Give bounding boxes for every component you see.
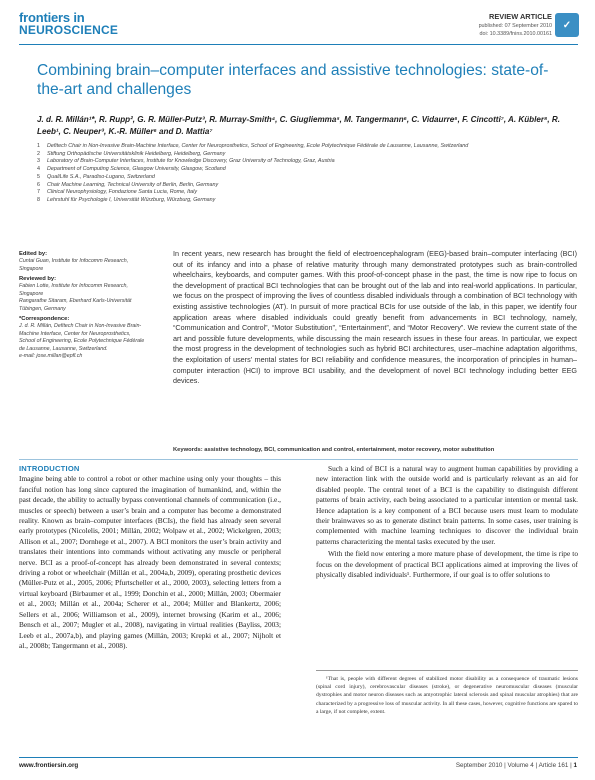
body-paragraph: With the field now entering a more mature phase of development, the time is ripe to focus on the development of practical BCI applications aimed at improving the lives of physically disabled individuals¹. Furthermore, if our goal is to offer solutions to xyxy=(316,549,578,580)
affiliation-text: Laboratory of Brain-Computer Interfaces, Institute for Knowledge Discovery, Graz University of Technology, Graz, Austria xyxy=(47,158,335,165)
body-paragraph: Such a kind of BCI is a natural way to augment human capabilities by providing a new interaction link with the outside world and is particularly relevant as an aid for disabled people. The central tenet of a BCI is the capability to distinguish different patterns of brain activity, each being associated to a particular intention or mental task. Hence adaptation is a key component of a BCI because users must learn to modulate their brainwaves so as to generate distinct brain patterns. In some cases, user training is complemented with machine learning techniques to discover the individual brain patterns characterizing the mental tasks executed by the user. xyxy=(316,464,578,546)
reviewed-by-heading: Reviewed by: xyxy=(19,276,57,282)
journal-logo xyxy=(19,12,129,37)
edited-by-text: Cuntai Guan, Institute for Infocomm Research, Singapore xyxy=(19,258,129,272)
logo-line-2: NEUROSCIENCE xyxy=(19,23,119,37)
affiliation-number: 3 xyxy=(37,158,40,165)
article-info xyxy=(392,12,552,38)
affiliation-number: 4 xyxy=(37,166,40,173)
section-heading-introduction: INTRODUCTION xyxy=(19,464,80,473)
correspondence-text: J. d. R. Millán, Defitech Chair in Non-Invasive Brain-Machine Interface, Center for Neuroprosthetics, School of Engineering, Ecole Polytechnique Fédérale de Lausanne, Lausanne, Switzerland. e-mail: jose.millan@epfl.ch xyxy=(19,323,145,359)
keywords-line xyxy=(173,446,577,454)
affiliation-number: 6 xyxy=(37,181,40,188)
affiliation-text: Clinical Neurophysiology, Fondazione Santa Lucia, Rome, Italy xyxy=(47,189,198,196)
footnote-divider xyxy=(316,670,578,671)
header-divider xyxy=(19,44,578,45)
footer-article: Article 161 xyxy=(538,762,569,769)
footer-page-number: 1 xyxy=(573,762,577,769)
affiliation-text: Defitech Chair in Non-Invasive Brain-Machine Interface, Center for Neuroprosthetics, School of Engineering, Ecole Polytechnique Fédérale de Lausanne, Lausanne, Switzerland xyxy=(47,143,469,149)
affiliation-list xyxy=(37,143,557,205)
affiliation-number: 2 xyxy=(37,150,40,157)
keywords-list: assistive technology, BCI, communication and control, entertainment, motor recovery, motor substitution xyxy=(204,447,495,453)
affiliation-number: 7 xyxy=(37,189,40,196)
affiliation-number: 1 xyxy=(37,143,40,149)
affiliation-text: Stiftung Orthopädische Universitätsklinik Heidelberg, Heidelberg, Germany xyxy=(47,150,226,157)
footnote-text: ¹That is, people with different degrees of stabilized motor disability as a consequence of traumatic lesions (spinal cord injury), cerebrovascular diseases (stroke), or degenerative neuromuscular diseases (muscular dystrophies and motor neuron diseases such as amyotrophic lateral sclerosis and spinal muscular atrophies) that are characterized by a progressive loss of muscular activity. In all these cases, however, cognitive functions are spared to a large, if not complete, extent. xyxy=(316,676,578,715)
affiliation-number: 8 xyxy=(37,196,40,203)
affiliation-item xyxy=(37,166,557,174)
author-list: J. d. R. Millán¹*, R. Rupp², G. R. Müller-Putz³, R. Murray-Smith⁴, C. Giugliemma⁵, M. Tangermann⁶, C. Vidaurre⁶, F. Cincotti⁷, A. Kübler⁸, R. Leeb¹, C. Neuper³, K.-R. Müller⁶ and D. Mattia⁷ xyxy=(37,115,560,136)
edited-by-heading: Edited by: xyxy=(19,251,48,257)
footer-website-link[interactable]: www.frontiersin.org xyxy=(19,762,79,769)
affiliation-text: Department of Computing Science, Glasgow University, Glasgow, Scotland xyxy=(47,166,226,173)
badge-check-icon: ✓ xyxy=(562,19,572,31)
affiliation-item xyxy=(37,151,557,159)
doi-link[interactable]: doi: 10.3389/fnins.2010.00161 xyxy=(479,31,552,37)
affiliation-item xyxy=(37,174,557,182)
open-access-badge-icon xyxy=(555,13,579,37)
abstract-text: In recent years, new research has brought the field of electroencephalogram (EEG)-based brain–computer interfacing (BCI) out of its infancy and into a phase of relative maturity through many demonstrated prototypes such as brain-controlled wheelchairs, keyboards, and computer games. With this proof-of-concept phase in the past, the time is now ripe to focus on the development of practical BCI technologies that can be brought out of the lab and into real-world applications. In particular, we focus on the prospect of improving the lives of countless disabled individuals through a combination of BCI technology with existing assistive technologies (AT). In pursuit of more practical BCIs for use outside of the lab, in this paper, we identify four application areas where disabled individuals could greatly benefit from advancements in BCI technology, namely, “Communication and Control”, “Motor Substitution”, “Entertainment”, and “Motor Recovery”. We review the current state of the art and possible future developments, while discussing the main research issues in these four areas. In particular, we expect the most progress in the development of technologies such as hybrid BCI architectures, user–machine adaptation algorithms, the exploitation of users’ mental states for BCI reliability and confidence measures, the incorporation of principles in human–computer interaction (HCI) to improve BCI usability, and the development of novel BCI technology including better EEG devices. xyxy=(173,249,577,386)
affiliation-item xyxy=(37,197,557,205)
affiliation-item xyxy=(37,189,557,197)
keywords-label: Keywords: xyxy=(173,447,203,453)
footer-volume: Volume 4 xyxy=(507,762,534,769)
reviewed-by-block xyxy=(19,275,147,313)
affiliation-text: QualiLife S.A., Paradiso-Lugano, Switzerland xyxy=(47,173,155,180)
footer-divider xyxy=(19,757,578,758)
logo-line-1: frontiers in xyxy=(19,10,85,25)
correspondence-heading: *Correspondence: xyxy=(19,316,70,322)
article-title: Combining brain–computer interfaces and assistive technologies: state-of-the-art and challenges xyxy=(37,62,549,98)
affiliation-item xyxy=(37,158,557,166)
footer-date: September 2010 xyxy=(455,762,503,769)
reviewed-by-text: Fabien Lotte, Institute for Infocomm Research, Singapore Rangarathe Sitaram, Eberhard Karls-Universität Tübingen, Germany xyxy=(19,283,132,312)
affiliation-number: 5 xyxy=(37,173,40,180)
published-date: published: 07 September 2010 xyxy=(478,23,552,29)
body-column-right xyxy=(316,464,578,580)
editorial-sidebar xyxy=(19,250,147,363)
affiliation-text: Chair Machine Learning, Technical University of Berlin, Berlin, Germany xyxy=(47,181,219,188)
footer-citation: September 2010 | Volume 4 | Article 161 | 1 xyxy=(455,762,577,769)
affiliation-text: Lehrstuhl für Psychologie I, Universität Würzburg, Würzburg, Germany xyxy=(47,196,216,203)
body-paragraph: Imagine being able to control a robot or other machine using only your thoughts – this fanciful notion has long since captured the imagination of humankind, and, within the past decade, the ability to actually bypass conventional channels of communication (i.e., muscles or speech) between a user’s brain and a computer has become a demonstrated reality. Known as brain–computer interfaces (BCIs), the field has already seen several early prototypes (Nicolelis, 2001; Millán, 2002; Wolpaw et al., 2002; Wickelgren, 2003; Allison et al., 2007; Dornhege et al., 2007). A BCI monitors the user’s brain activity and translates their intentions into commands without activating any muscle or peripheral nerve. BCI as a proof-of-concept has already been demonstrated in several contexts; driving a robot or wheelchair (Millán et al., 2004a,b, 2009), operating prosthetic devices (Müller-Putz et al., 2005, 2006; Pfurtscheller et al., 2000, 2003), selecting letters from a virtual keyboard (Birbaumer et al., 1999; Donchin et al., 2000; Millán, 2003; Obermaier et al., 2003; Millán et al., 2004a; Scherer et al., 2004; Müller and Blankertz, 2006; Sellers et al., 2006; Williamson et al., 2009), internet browsing (Karim et al., 2006; Bensch et al., 2007; Mugler et al., 2008), navigating in virtual realities (Bayliss, 2003; Leeb et al., 2007a,b), and playing games (Millán, 2003; Krepki et al., 2007; Nijholt et al., 2008b; Tangermann et al., 2008). xyxy=(19,474,281,650)
body-column-left xyxy=(19,464,281,651)
correspondence-block xyxy=(19,315,147,361)
abstract-divider xyxy=(19,459,578,460)
edited-by-block xyxy=(19,250,147,273)
affiliation-item xyxy=(37,143,557,151)
article-type: REVIEW ARTICLE xyxy=(489,12,552,21)
affiliation-item xyxy=(37,182,557,190)
